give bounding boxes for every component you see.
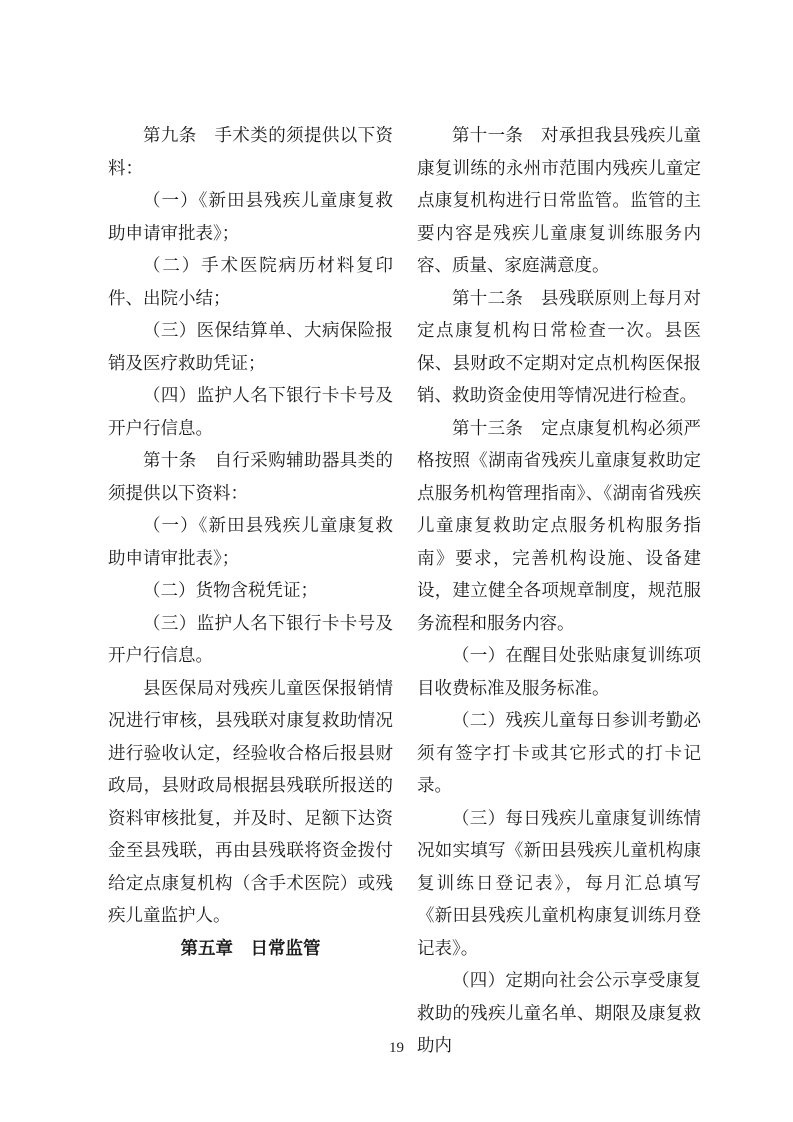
article-9-item-4: （四）监护人名下银行卡卡号及开户行信息。 (108, 386, 393, 439)
article-9-paragraph: 第九条 手术类的须提供以下资料： (108, 126, 393, 179)
article-10-item-2: （二）货物含税凭证； (143, 581, 318, 601)
article-13-paragraph: 第十三条 定点康复机构必须严格按照《湖南省残疾儿童康复救助定点服务机构管理指南》、《湖南省残疾儿童康复救助定点服务机构服务指南》要求，完善机构设施、设备建设，建立健全各项规章制度，规范服务流程和服务内容。 (417, 418, 701, 634)
article-11-paragraph: 第十一条 对承担我县残疾儿童康复训练的永州市范围内残疾儿童定点康复机构进行日常监管。监管的主要内容是残疾儿童康复训练服务内容、质量、家庭满意度。 (417, 126, 701, 276)
article-10-paragraph: 第十条 自行采购辅助器具类的须提供以下资料： (108, 451, 393, 504)
article-9-item-3: （三）医保结算单、大病保险报销及医疗救助凭证； (108, 321, 393, 374)
page-number: 19 (389, 1040, 404, 1056)
article-9-item-2: （二）手术医院病历材料复印件、出院小结； (108, 256, 393, 309)
article-9-item-1: （一）《新田县残疾儿童康复救助申请审批表》； (108, 191, 393, 244)
review-process-paragraph: 县医保局对残疾儿童医保报销情况进行审核，县残联对康复救助情况进行验收认定，经验收合格后报县财政局，县财政局根据县残联所报送的资料审核批复，并及时、足额下达资金至县残联，再由县残联将资金拨付给定点康复机构（含手术医院）或残疾儿童监护人。 (108, 678, 393, 926)
article-13-item-3: （三）每日残疾儿童康复训练情况如实填写《新田县残疾儿童机构康复训练日登记表》，每月汇总填写《新田县残疾儿童机构康复训练月登记表》。 (417, 808, 701, 959)
article-13-item-2: （二）残疾儿童每日参训考勤必须有签字打卡或其它形式的打卡记录。 (417, 711, 701, 796)
right-column (417, 120, 701, 1063)
article-13-item-1: （一）在醒目处张贴康复训练项目收费标准及服务标准。 (417, 646, 701, 699)
article-12-paragraph: 第十二条 县残联原则上每月对定点康复机构日常检查一次。县医保、县财政不定期对定点机构医保报销、救助资金使用等情况进行检查。 (417, 288, 701, 406)
article-10-item-3: （三）监护人名下银行卡卡号及开户行信息。 (108, 613, 393, 666)
chapter-heading: 第五章 日常监管 (180, 938, 321, 959)
article-13-item-4: （四）定期向社会公示享受康复救助的残疾儿童名单、期限及康复救助内 (417, 971, 701, 1056)
article-10-item-1: （一）《新田县残疾儿童康复救助申请审批表》； (108, 516, 393, 569)
left-column (108, 120, 393, 965)
